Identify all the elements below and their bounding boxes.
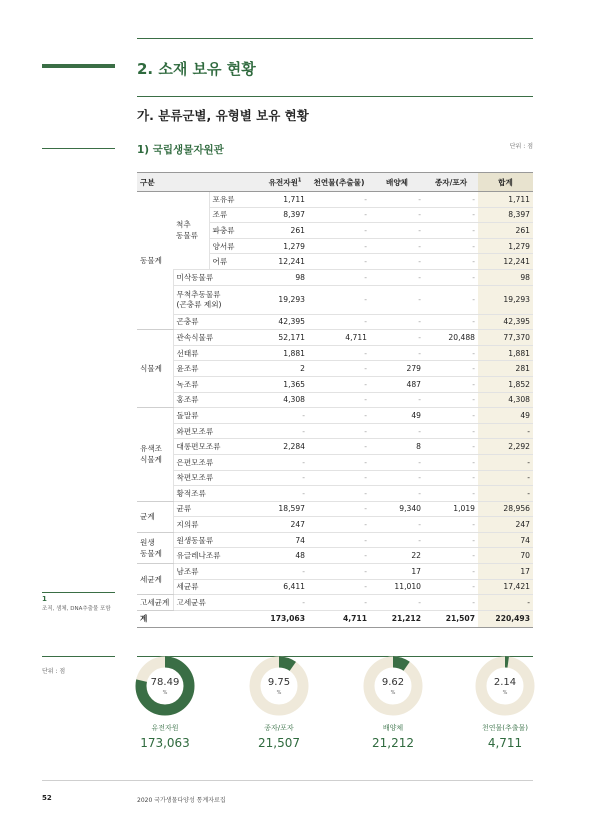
row-name: 세균류 (173, 579, 262, 595)
header-seed: 종자/포자 (424, 173, 478, 192)
table-row (137, 564, 533, 580)
cell-seed: - (424, 579, 478, 595)
cell-seed: - (424, 285, 478, 314)
cell-cul: - (370, 254, 424, 270)
footer-text: 2020 국가생물다양성 통계자료집 (137, 797, 226, 804)
summary-unit: 단위 : 점 (42, 668, 66, 675)
cell-nat: - (308, 254, 370, 270)
cell-seed: - (424, 238, 478, 254)
cell-total: 17,421 (478, 579, 533, 595)
cell-cul: - (370, 470, 424, 486)
footnote-rule (42, 592, 115, 593)
table-row (137, 345, 533, 361)
holdings-table (137, 172, 533, 628)
donut-chart (475, 656, 535, 716)
cell-nat: - (308, 207, 370, 223)
group-label: 동물계 (137, 192, 173, 330)
table-row (137, 548, 533, 564)
cell-seed: - (424, 376, 478, 392)
cell-total: 77,370 (478, 330, 533, 346)
group-label: 세균계 (137, 564, 173, 595)
section-title: 2. 소재 보유 현황 (137, 60, 256, 78)
cell-seed: - (424, 564, 478, 580)
cell-seed: - (424, 192, 478, 208)
cell-gene: 42,395 (262, 314, 308, 330)
row-name: 지의류 (173, 517, 262, 533)
cell-total: 2,292 (478, 439, 533, 455)
table-row (137, 579, 533, 595)
cell-cul: - (370, 517, 424, 533)
row-name: 와편모조류 (173, 423, 262, 439)
header-footnote-mark: 1 (297, 176, 302, 183)
cell-total: 19,293 (478, 285, 533, 314)
cell-cul: - (370, 345, 424, 361)
group-label: 식물계 (137, 330, 173, 408)
cell-seed: - (424, 314, 478, 330)
table-unit: 단위 : 점 (509, 143, 533, 150)
cell-gene: 12,241 (262, 254, 308, 270)
cell-seed: - (424, 207, 478, 223)
subgroup-label: 척추 동물류 (173, 192, 209, 270)
table-row (137, 423, 533, 439)
cell-total: - (478, 470, 533, 486)
table-title-rule (42, 148, 115, 149)
cell-nat: - (308, 423, 370, 439)
cell-seed: - (424, 454, 478, 470)
donut-percent-unit: % (276, 690, 282, 696)
cell-seed: - (424, 345, 478, 361)
cell-nat: - (308, 392, 370, 408)
cell-seed: - (424, 595, 478, 611)
donut-label: 종자/포자 (264, 724, 294, 732)
cell-gene: - (262, 470, 308, 486)
table-row (137, 470, 533, 486)
row-name: 미삭동물류 (173, 269, 262, 285)
cell-seed: - (424, 392, 478, 408)
row-name: 어류 (209, 254, 262, 270)
cell-nat: - (308, 238, 370, 254)
top-rule (137, 38, 533, 39)
table-row (137, 330, 533, 346)
cell-gene: - (262, 423, 308, 439)
donut-label: 배양체 (382, 724, 404, 732)
cell-nat: - (308, 470, 370, 486)
donut-percent: 9.75 (267, 677, 291, 688)
cell-nat: - (308, 595, 370, 611)
footer-rule (42, 780, 533, 781)
cell-nat: - (308, 192, 370, 208)
cell-total: 4,308 (478, 392, 533, 408)
cell-seed: - (424, 361, 478, 377)
cell-cul: 487 (370, 376, 424, 392)
cell-total: - (478, 423, 533, 439)
cell-nat: - (308, 345, 370, 361)
total-gene: 173,063 (262, 610, 308, 627)
cell-cul: 11,010 (370, 579, 424, 595)
cell-cul: 17 (370, 564, 424, 580)
row-name: 선태류 (173, 345, 262, 361)
donut-percent-unit: % (162, 690, 168, 696)
row-name: 유글레나조류 (173, 548, 262, 564)
cell-gene: - (262, 486, 308, 502)
row-name: 포유류 (209, 192, 262, 208)
table-row (137, 361, 533, 377)
summary-rule-right (137, 656, 533, 657)
cell-total: 17 (478, 564, 533, 580)
page-number: 52 (42, 794, 52, 802)
table-row (137, 408, 533, 424)
cell-seed: - (424, 254, 478, 270)
header-category: 구분 (137, 173, 262, 192)
cell-seed: - (424, 223, 478, 239)
row-name: 은편모조류 (173, 454, 262, 470)
cell-total: 1,711 (478, 192, 533, 208)
cell-total: 8,397 (478, 207, 533, 223)
group-label: 원생 동물계 (137, 532, 173, 563)
total-sum: 220,493 (478, 610, 533, 627)
cell-gene: 2,284 (262, 439, 308, 455)
cell-total: 42,395 (478, 314, 533, 330)
cell-cul: 8 (370, 439, 424, 455)
subsection-title: 가. 분류군별, 유형별 보유 현황 (137, 108, 309, 123)
row-name: 돌말류 (173, 408, 262, 424)
cell-total: 261 (478, 223, 533, 239)
cell-gene: - (262, 564, 308, 580)
donut-chart (135, 656, 195, 716)
donut-percent: 78.49 (150, 677, 180, 688)
cell-cul: - (370, 454, 424, 470)
cell-seed: - (424, 486, 478, 502)
cell-cul: - (370, 595, 424, 611)
cell-nat: - (308, 517, 370, 533)
donut-percent-unit: % (390, 690, 396, 696)
row-name: 양서류 (209, 238, 262, 254)
donut-percent: 9.62 (381, 677, 405, 688)
cell-nat: - (308, 285, 370, 314)
row-name: 조류 (209, 207, 262, 223)
cell-total: 281 (478, 361, 533, 377)
cell-total: 74 (478, 532, 533, 548)
table-row (137, 314, 533, 330)
total-cul: 21,212 (370, 610, 424, 627)
cell-gene: 247 (262, 517, 308, 533)
cell-nat: - (308, 314, 370, 330)
header-culture: 배양체 (370, 173, 424, 192)
group-label: 유색조 식물계 (137, 408, 173, 502)
cell-seed: 1,019 (424, 501, 478, 517)
table-row (137, 517, 533, 533)
row-name: 무척추동물류 (곤충류 제외) (173, 285, 262, 314)
cell-nat: - (308, 486, 370, 502)
cell-nat: 4,711 (308, 330, 370, 346)
cell-seed: - (424, 532, 478, 548)
row-name: 윤조류 (173, 361, 262, 377)
cell-cul: - (370, 238, 424, 254)
cell-gene: - (262, 408, 308, 424)
cell-cul: - (370, 532, 424, 548)
row-name: 홍조류 (173, 392, 262, 408)
cell-total: - (478, 454, 533, 470)
footnote-number: 1 (42, 595, 47, 603)
cell-nat: - (308, 548, 370, 564)
cell-cul: - (370, 314, 424, 330)
cell-nat: - (308, 408, 370, 424)
table-row (137, 532, 533, 548)
cell-total: 1,279 (478, 238, 533, 254)
cell-total: 70 (478, 548, 533, 564)
cell-gene: 261 (262, 223, 308, 239)
cell-nat: - (308, 376, 370, 392)
donut-label: 천연물(추출물) (481, 724, 529, 732)
row-name: 착편모조류 (173, 470, 262, 486)
row-name: 균류 (173, 501, 262, 517)
donut-chart (363, 656, 423, 716)
cell-total: - (478, 595, 533, 611)
row-name: 대롱편모조류 (173, 439, 262, 455)
donut-percent-unit: % (502, 690, 508, 696)
cell-gene: 8,397 (262, 207, 308, 223)
cell-seed: - (424, 548, 478, 564)
total-label: 계 (137, 610, 262, 627)
cell-seed: 20,488 (424, 330, 478, 346)
cell-gene: 48 (262, 548, 308, 564)
cell-cul: - (370, 269, 424, 285)
cell-cul: 22 (370, 548, 424, 564)
header-gene: 유전자원$^1$ (262, 173, 308, 192)
table-row (137, 376, 533, 392)
cell-nat: - (308, 269, 370, 285)
cell-seed: - (424, 269, 478, 285)
cell-cul: - (370, 330, 424, 346)
cell-nat: - (308, 454, 370, 470)
cell-seed: - (424, 439, 478, 455)
cell-total: - (478, 486, 533, 502)
table-row (137, 192, 533, 208)
cell-gene: 1,711 (262, 192, 308, 208)
cell-gene: 1,279 (262, 238, 308, 254)
summary-rule-left (42, 656, 115, 657)
cell-cul: - (370, 392, 424, 408)
donut-value: 173,063 (140, 736, 190, 750)
table-row (137, 269, 533, 285)
cell-nat: - (308, 223, 370, 239)
cell-gene: 74 (262, 532, 308, 548)
cell-nat: - (308, 532, 370, 548)
header-natural: 천연물(추출물) (308, 173, 370, 192)
cell-seed: - (424, 470, 478, 486)
row-name: 남조류 (173, 564, 262, 580)
header-total: 합계 (478, 173, 533, 192)
row-name: 고세균류 (173, 595, 262, 611)
cell-cul: - (370, 223, 424, 239)
cell-cul: - (370, 192, 424, 208)
table-row (137, 486, 533, 502)
cell-gene: 6,411 (262, 579, 308, 595)
cell-gene: - (262, 454, 308, 470)
cell-total: 49 (478, 408, 533, 424)
cell-gene: 1,881 (262, 345, 308, 361)
cell-cul: - (370, 285, 424, 314)
table-title: 1) 국립생물자원관 (137, 144, 224, 156)
cell-nat: - (308, 579, 370, 595)
cell-gene: 4,308 (262, 392, 308, 408)
row-name: 녹조류 (173, 376, 262, 392)
donut-chart (249, 656, 309, 716)
table-row (137, 454, 533, 470)
total-row (137, 610, 533, 627)
cell-gene: 98 (262, 269, 308, 285)
row-name: 파충류 (209, 223, 262, 239)
cell-seed: - (424, 423, 478, 439)
table-row (137, 285, 533, 314)
cell-total: 98 (478, 269, 533, 285)
cell-gene: - (262, 595, 308, 611)
cell-nat: - (308, 439, 370, 455)
cell-gene: 18,597 (262, 501, 308, 517)
cell-cul: 49 (370, 408, 424, 424)
table-row (137, 439, 533, 455)
group-label: 고세균계 (137, 595, 173, 611)
cell-total: 1,881 (478, 345, 533, 361)
total-seed: 21,507 (424, 610, 478, 627)
donut-label: 유전자원 (151, 724, 179, 732)
cell-total: 12,241 (478, 254, 533, 270)
cell-total: 28,956 (478, 501, 533, 517)
cell-nat: - (308, 501, 370, 517)
cell-total: 1,852 (478, 376, 533, 392)
cell-nat: - (308, 564, 370, 580)
table-row (137, 595, 533, 611)
donut-value: 4,711 (487, 736, 523, 750)
section-accent-bar (42, 64, 115, 68)
cell-seed: - (424, 517, 478, 533)
row-name: 관속식물류 (173, 330, 262, 346)
donut-percent: 2.14 (493, 677, 517, 688)
cell-gene: 52,171 (262, 330, 308, 346)
table-row (137, 392, 533, 408)
table-header-row (137, 173, 533, 192)
total-nat: 4,711 (308, 610, 370, 627)
cell-gene: 2 (262, 361, 308, 377)
donut-value: 21,212 (372, 736, 414, 750)
row-name: 곤충류 (173, 314, 262, 330)
cell-seed: - (424, 408, 478, 424)
row-name: 황적조류 (173, 486, 262, 502)
cell-cul: 9,340 (370, 501, 424, 517)
cell-cul: - (370, 207, 424, 223)
cell-cul: - (370, 486, 424, 502)
footnote-text: 조직, 샘체, DNA추출물 포함 (42, 606, 111, 612)
cell-total: 247 (478, 517, 533, 533)
cell-gene: 1,365 (262, 376, 308, 392)
row-name: 원생동물류 (173, 532, 262, 548)
cell-nat: - (308, 361, 370, 377)
cell-cul: 279 (370, 361, 424, 377)
subsection-rule (137, 96, 533, 97)
donut-value: 21,507 (258, 736, 300, 750)
group-label: 균계 (137, 501, 173, 532)
table-body (137, 192, 533, 628)
table-row (137, 501, 533, 517)
cell-gene: 19,293 (262, 285, 308, 314)
cell-cul: - (370, 423, 424, 439)
